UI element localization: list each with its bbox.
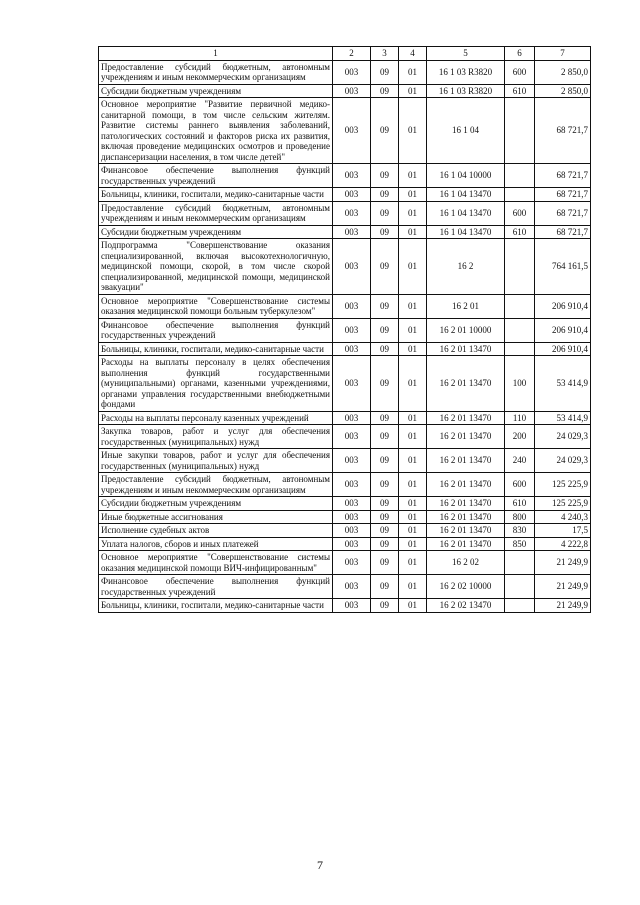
cell-description: Основное мероприятие "Совершенствование системы оказания медицинской помощи больным туберкулезом"	[99, 294, 333, 318]
cell-subsection: 01	[399, 164, 427, 188]
cell-admin-code: 003	[333, 342, 371, 356]
cell-expense-type	[505, 164, 535, 188]
cell-amount: 4 240,3	[535, 510, 591, 524]
table-row	[99, 425, 591, 449]
table-row	[99, 188, 591, 202]
header-row	[99, 47, 591, 61]
budget-table	[98, 46, 591, 613]
cell-target-article: 16 2 01 13470	[427, 342, 505, 356]
header-col-1: 1	[99, 47, 333, 61]
cell-subsection: 01	[399, 524, 427, 538]
cell-section: 09	[371, 164, 399, 188]
cell-section: 09	[371, 342, 399, 356]
cell-admin-code: 003	[333, 225, 371, 239]
cell-target-article: 16 2 01 13470	[427, 510, 505, 524]
cell-target-article: 16 2 01 13470	[427, 473, 505, 497]
table-row	[99, 411, 591, 425]
cell-subsection: 01	[399, 510, 427, 524]
cell-subsection: 01	[399, 599, 427, 613]
cell-section: 09	[371, 188, 399, 202]
cell-expense-type	[505, 599, 535, 613]
header-col-7: 7	[535, 47, 591, 61]
cell-amount: 206 910,4	[535, 294, 591, 318]
cell-section: 09	[371, 411, 399, 425]
cell-section: 09	[371, 225, 399, 239]
cell-section: 09	[371, 497, 399, 511]
cell-amount: 17,5	[535, 524, 591, 538]
cell-expense-type: 850	[505, 537, 535, 551]
cell-admin-code: 003	[333, 60, 371, 84]
cell-expense-type: 800	[505, 510, 535, 524]
cell-target-article: 16 2 01 13470	[427, 537, 505, 551]
cell-expense-type: 240	[505, 449, 535, 473]
cell-section: 09	[371, 84, 399, 98]
cell-subsection: 01	[399, 318, 427, 342]
cell-subsection: 01	[399, 294, 427, 318]
cell-admin-code: 003	[333, 425, 371, 449]
table-row	[99, 473, 591, 497]
cell-subsection: 01	[399, 225, 427, 239]
cell-amount: 21 249,9	[535, 551, 591, 575]
cell-admin-code: 003	[333, 201, 371, 225]
table-row	[99, 497, 591, 511]
table-row	[99, 342, 591, 356]
cell-description: Больницы, клиники, госпитали, медико-санитарные части	[99, 342, 333, 356]
cell-expense-type: 600	[505, 473, 535, 497]
cell-target-article: 16 2 01 13470	[427, 524, 505, 538]
cell-amount: 125 225,9	[535, 497, 591, 511]
cell-target-article: 16 1 04 10000	[427, 164, 505, 188]
cell-amount: 206 910,4	[535, 318, 591, 342]
cell-subsection: 01	[399, 473, 427, 497]
cell-amount: 68 721,7	[535, 225, 591, 239]
cell-target-article: 16 2 01 13470	[427, 356, 505, 412]
table-body	[99, 60, 591, 612]
cell-admin-code: 003	[333, 575, 371, 599]
cell-subsection: 01	[399, 342, 427, 356]
cell-subsection: 01	[399, 497, 427, 511]
header-col-3: 3	[371, 47, 399, 61]
cell-description: Основное мероприятие "Совершенствование системы оказания медицинской помощи ВИЧ-инфицированным"	[99, 551, 333, 575]
cell-target-article: 16 2 01	[427, 294, 505, 318]
cell-description: Субсидии бюджетным учреждениям	[99, 84, 333, 98]
cell-target-article: 16 1 03 R3820	[427, 84, 505, 98]
table-row	[99, 551, 591, 575]
cell-expense-type: 830	[505, 524, 535, 538]
cell-amount: 68 721,7	[535, 201, 591, 225]
cell-admin-code: 003	[333, 537, 371, 551]
cell-subsection: 01	[399, 551, 427, 575]
cell-expense-type: 600	[505, 201, 535, 225]
cell-section: 09	[371, 449, 399, 473]
cell-subsection: 01	[399, 356, 427, 412]
cell-section: 09	[371, 294, 399, 318]
cell-expense-type: 610	[505, 497, 535, 511]
cell-target-article: 16 2 01 10000	[427, 318, 505, 342]
cell-target-article: 16 1 04 13470	[427, 188, 505, 202]
cell-expense-type	[505, 239, 535, 295]
cell-amount: 53 414,9	[535, 356, 591, 412]
cell-expense-type	[505, 551, 535, 575]
cell-section: 09	[371, 425, 399, 449]
table-row	[99, 201, 591, 225]
cell-expense-type: 110	[505, 411, 535, 425]
table-row	[99, 575, 591, 599]
table-row	[99, 294, 591, 318]
cell-amount: 68 721,7	[535, 188, 591, 202]
cell-amount: 68 721,7	[535, 98, 591, 164]
cell-description: Подпрограмма "Совершенствование оказания специализированной, включая высокотехнологичную, медицинской помощи, скорой, в том числе скорой специализированной, медицинской помощи, медицинской эвакуации"	[99, 239, 333, 295]
cell-expense-type: 100	[505, 356, 535, 412]
cell-description: Больницы, клиники, госпитали, медико-санитарные части	[99, 599, 333, 613]
cell-subsection: 01	[399, 537, 427, 551]
table-row	[99, 239, 591, 295]
cell-section: 09	[371, 239, 399, 295]
cell-target-article: 16 2 01 13470	[427, 449, 505, 473]
cell-subsection: 01	[399, 239, 427, 295]
cell-amount: 24 029,3	[535, 425, 591, 449]
cell-expense-type	[505, 98, 535, 164]
cell-admin-code: 003	[333, 164, 371, 188]
cell-section: 09	[371, 318, 399, 342]
cell-admin-code: 003	[333, 510, 371, 524]
cell-target-article: 16 1 04 13470	[427, 201, 505, 225]
cell-amount: 125 225,9	[535, 473, 591, 497]
header-col-2: 2	[333, 47, 371, 61]
table-row	[99, 449, 591, 473]
cell-section: 09	[371, 98, 399, 164]
cell-admin-code: 003	[333, 84, 371, 98]
table-row	[99, 225, 591, 239]
cell-target-article: 16 2 01 13470	[427, 497, 505, 511]
cell-amount: 21 249,9	[535, 575, 591, 599]
cell-admin-code: 003	[333, 239, 371, 295]
cell-amount: 2 850,0	[535, 60, 591, 84]
cell-description: Субсидии бюджетным учреждениям	[99, 497, 333, 511]
cell-section: 09	[371, 551, 399, 575]
table-row	[99, 98, 591, 164]
cell-description: Предоставление субсидий бюджетным, автономным учреждениям и иным некоммерческим организациям	[99, 60, 333, 84]
cell-description: Расходы на выплаты персоналу казенных учреждений	[99, 411, 333, 425]
cell-expense-type	[505, 342, 535, 356]
cell-section: 09	[371, 524, 399, 538]
cell-subsection: 01	[399, 84, 427, 98]
table-row	[99, 318, 591, 342]
cell-subsection: 01	[399, 98, 427, 164]
cell-amount: 206 910,4	[535, 342, 591, 356]
cell-target-article: 16 1 03 R3820	[427, 60, 505, 84]
page-number: 7	[317, 858, 323, 872]
cell-description: Иные бюджетные ассигнования	[99, 510, 333, 524]
cell-subsection: 01	[399, 575, 427, 599]
table-row	[99, 524, 591, 538]
cell-section: 09	[371, 356, 399, 412]
cell-section: 09	[371, 60, 399, 84]
cell-description: Финансовое обеспечение выполнения функций государственных учреждений	[99, 575, 333, 599]
cell-section: 09	[371, 575, 399, 599]
cell-description: Финансовое обеспечение выполнения функций государственных учреждений	[99, 164, 333, 188]
header-col-5: 5	[427, 47, 505, 61]
cell-amount: 2 850,0	[535, 84, 591, 98]
cell-section: 09	[371, 473, 399, 497]
cell-section: 09	[371, 201, 399, 225]
cell-target-article: 16 1 04	[427, 98, 505, 164]
cell-admin-code: 003	[333, 188, 371, 202]
cell-expense-type: 610	[505, 84, 535, 98]
cell-description: Иные закупки товаров, работ и услуг для обеспечения государственных (муниципальных) нужд	[99, 449, 333, 473]
cell-admin-code: 003	[333, 497, 371, 511]
cell-admin-code: 003	[333, 356, 371, 412]
cell-amount: 24 029,3	[535, 449, 591, 473]
cell-description: Основное мероприятие "Развитие первичной медико-санитарной помощи, в том числе сельским жителям. Развитие системы раннего выявления заболеваний, патологических состояний и факторов риска их развития, включая проведение медицинских осмотров и проведение диспансеризации населения, в том числе детей"	[99, 98, 333, 164]
cell-subsection: 01	[399, 60, 427, 84]
table-row	[99, 599, 591, 613]
cell-expense-type	[505, 575, 535, 599]
cell-section: 09	[371, 537, 399, 551]
cell-subsection: 01	[399, 411, 427, 425]
cell-admin-code: 003	[333, 599, 371, 613]
table-row	[99, 60, 591, 84]
cell-admin-code: 003	[333, 411, 371, 425]
cell-admin-code: 003	[333, 98, 371, 164]
cell-admin-code: 003	[333, 524, 371, 538]
cell-description: Расходы на выплаты персоналу в целях обеспечения выполнения функций государственными (муниципальными) органами, казенными учреждениями, органами управления государственными внебюджетными фондами	[99, 356, 333, 412]
cell-subsection: 01	[399, 449, 427, 473]
cell-target-article: 16 2 02 10000	[427, 575, 505, 599]
cell-admin-code: 003	[333, 551, 371, 575]
cell-admin-code: 003	[333, 473, 371, 497]
cell-amount: 4 222,8	[535, 537, 591, 551]
cell-target-article: 16 1 04 13470	[427, 225, 505, 239]
cell-expense-type	[505, 188, 535, 202]
cell-description: Закупка товаров, работ и услуг для обеспечения государственных (муниципальных) нужд	[99, 425, 333, 449]
cell-description: Финансовое обеспечение выполнения функций государственных учреждений	[99, 318, 333, 342]
cell-admin-code: 003	[333, 449, 371, 473]
cell-subsection: 01	[399, 188, 427, 202]
cell-description: Исполнение судебных актов	[99, 524, 333, 538]
table-row	[99, 356, 591, 412]
cell-amount: 68 721,7	[535, 164, 591, 188]
cell-expense-type	[505, 294, 535, 318]
cell-description: Субсидии бюджетным учреждениям	[99, 225, 333, 239]
cell-admin-code: 003	[333, 294, 371, 318]
cell-expense-type: 600	[505, 60, 535, 84]
table-row	[99, 537, 591, 551]
table-row	[99, 510, 591, 524]
cell-amount: 764 161,5	[535, 239, 591, 295]
cell-section: 09	[371, 599, 399, 613]
cell-target-article: 16 2	[427, 239, 505, 295]
cell-description: Уплата налогов, сборов и иных платежей	[99, 537, 333, 551]
cell-admin-code: 003	[333, 318, 371, 342]
cell-target-article: 16 2 01 13470	[427, 425, 505, 449]
table-row	[99, 164, 591, 188]
cell-section: 09	[371, 510, 399, 524]
cell-target-article: 16 2 02	[427, 551, 505, 575]
cell-target-article: 16 2 01 13470	[427, 411, 505, 425]
header-col-6: 6	[505, 47, 535, 61]
cell-description: Предоставление субсидий бюджетным, автономным учреждениям и иным некоммерческим организациям	[99, 201, 333, 225]
cell-expense-type: 610	[505, 225, 535, 239]
cell-amount: 53 414,9	[535, 411, 591, 425]
cell-subsection: 01	[399, 425, 427, 449]
cell-expense-type: 200	[505, 425, 535, 449]
cell-description: Больницы, клиники, госпитали, медико-санитарные части	[99, 188, 333, 202]
cell-description: Предоставление субсидий бюджетным, автономным учреждениям и иным некоммерческим организациям	[99, 473, 333, 497]
table-row	[99, 84, 591, 98]
cell-subsection: 01	[399, 201, 427, 225]
cell-amount: 21 249,9	[535, 599, 591, 613]
cell-target-article: 16 2 02 13470	[427, 599, 505, 613]
header-col-4: 4	[399, 47, 427, 61]
cell-expense-type	[505, 318, 535, 342]
